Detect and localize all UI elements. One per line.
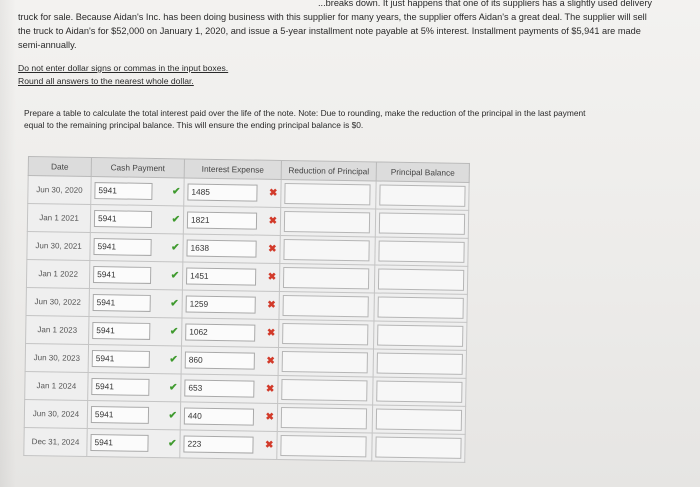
cross-icon: ✖: [265, 383, 275, 395]
principal-balance-input[interactable]: [378, 241, 464, 263]
row-date: [26, 315, 89, 344]
cross-icon: ✖: [267, 271, 277, 283]
check-icon: ✔: [168, 410, 178, 422]
date-label: Jun 30, 2023: [33, 353, 81, 363]
cross-icon: ✖: [265, 439, 274, 451]
cash-payment-input[interactable]: [90, 434, 148, 452]
check-icon: ✔: [171, 186, 181, 198]
balance-cell: [373, 377, 466, 406]
cash-payment-input[interactable]: [93, 294, 151, 312]
balance-cell: [376, 181, 469, 210]
interest-expense-input[interactable]: [186, 267, 256, 285]
cash-payment-cell: [89, 316, 182, 345]
intro-line-3: semi-annually.: [18, 40, 77, 50]
cash-payment-input[interactable]: [92, 322, 150, 340]
cross-icon: ✖: [266, 355, 275, 367]
interest-expense-input[interactable]: [186, 240, 256, 258]
row-date: [28, 176, 91, 205]
instruction-line-1: Prepare a table to calculate the total interest paid over the life of the note. Note: Due to rounding, make the reduction of the principal in the last payment: [24, 108, 586, 118]
interest-expense-input[interactable]: [187, 212, 257, 230]
reduction-of-principal-input[interactable]: [284, 211, 370, 233]
intro-fragment: ...breaks down. It just happens that one of its suppliers has a slightly used delivery: [318, 0, 652, 8]
interest-expense-cell: [184, 178, 281, 208]
row-date: [26, 287, 89, 316]
principal-balance-input[interactable]: [379, 213, 465, 235]
row-date: [24, 427, 87, 456]
reduction-cell: [278, 347, 373, 376]
note-no-dollar-signs: Do not enter dollar signs or commas in the input boxes.: [18, 63, 229, 73]
date-label: Jan 1 2022: [38, 269, 79, 279]
balance-cell: [374, 265, 467, 294]
date-label: Jan 1 2023: [37, 325, 78, 335]
header-cash-payment: Cash Payment: [91, 157, 184, 177]
reduction-cell: [279, 263, 374, 292]
reduction-cell: [277, 403, 372, 432]
reduction-cell: [278, 375, 373, 404]
check-icon: ✔: [171, 242, 180, 254]
row-date: [24, 399, 87, 428]
header-reduction-of-principal: Reduction of Principal: [281, 160, 376, 180]
cash-payment-input[interactable]: [91, 378, 149, 396]
cash-payment-input[interactable]: [93, 238, 151, 256]
cash-payment-cell: [89, 260, 182, 289]
reduction-of-principal-input[interactable]: [280, 435, 366, 457]
principal-balance-input[interactable]: [376, 381, 462, 403]
principal-balance-input[interactable]: [379, 185, 465, 207]
reduction-cell: [280, 207, 375, 236]
interest-expense-cell: [182, 318, 279, 348]
cash-payment-cell: [90, 232, 183, 261]
row-date: [25, 343, 88, 372]
interest-expense-cell: [182, 262, 279, 292]
reduction-cell: [279, 291, 374, 320]
intro-line-2: the truck to Aidan's for $52,000 on January 1, 2020, and issue a 5-year installment note payable at 5% interest. Installment payments of $5,941 are made: [18, 26, 641, 36]
cross-icon: ✖: [268, 215, 278, 227]
cash-payment-cell: [90, 204, 183, 233]
interest-expense-cell: [181, 374, 278, 404]
check-icon: ✔: [169, 354, 178, 366]
check-icon: ✔: [168, 438, 177, 450]
row-date: [25, 371, 88, 400]
check-icon: ✔: [170, 298, 179, 310]
page-shadow: [0, 0, 16, 487]
interest-expense-cell: [180, 430, 277, 460]
interest-expense-cell: [181, 346, 278, 376]
date-label: Jan 1 2024: [36, 381, 77, 391]
cash-payment-cell: [87, 400, 180, 429]
principal-balance-input[interactable]: [377, 325, 463, 347]
check-icon: ✔: [169, 326, 179, 338]
table-body: [24, 176, 469, 463]
cash-payment-input[interactable]: [93, 266, 151, 284]
note-rounding: Round all answers to the nearest whole dollar.: [18, 76, 194, 86]
principal-balance-input[interactable]: [375, 436, 461, 458]
amortization-table: [23, 156, 470, 463]
reduction-of-principal-input[interactable]: [284, 183, 370, 205]
principal-balance-input[interactable]: [378, 269, 464, 291]
row-date: [27, 204, 90, 233]
interest-expense-input[interactable]: [186, 295, 256, 313]
balance-cell: [372, 433, 465, 462]
reduction-cell: [281, 179, 376, 208]
interest-expense-input[interactable]: [187, 184, 257, 202]
interest-expense-input[interactable]: [184, 379, 254, 397]
header-interest-expense: Interest Expense: [184, 159, 281, 180]
interest-expense-cell: [180, 402, 277, 432]
cash-payment-cell: [87, 428, 180, 457]
check-icon: ✔: [170, 270, 180, 282]
reduction-of-principal-input[interactable]: [282, 323, 368, 345]
balance-cell: [374, 293, 467, 322]
interest-expense-cell: [183, 206, 280, 236]
cash-payment-input[interactable]: [91, 406, 149, 424]
cross-icon: ✖: [267, 299, 276, 311]
reduction-of-principal-input[interactable]: [281, 379, 367, 401]
check-icon: ✔: [168, 382, 178, 394]
date-label: Dec 31, 2024: [31, 437, 80, 447]
reduction-of-principal-input[interactable]: [283, 295, 369, 317]
interest-expense-input[interactable]: [184, 407, 254, 425]
cross-icon: ✖: [268, 243, 277, 255]
reduction-of-principal-input[interactable]: [283, 239, 369, 261]
interest-expense-cell: [183, 234, 280, 264]
cash-payment-input[interactable]: [92, 350, 150, 368]
balance-cell: [375, 237, 468, 266]
table-instructions: [24, 107, 585, 131]
cash-payment-cell: [91, 176, 184, 205]
principal-balance-input[interactable]: [378, 297, 464, 319]
principal-balance-input[interactable]: [377, 353, 463, 375]
header-principal-balance: Principal Balance: [376, 162, 469, 182]
reduction-of-principal-input[interactable]: [282, 351, 368, 373]
cross-icon: ✖: [268, 187, 278, 199]
date-label: Jun 30, 2022: [34, 297, 81, 307]
cross-icon: ✖: [265, 411, 275, 423]
cash-payment-input[interactable]: [94, 210, 152, 228]
date-label: Jun 30, 2020: [36, 185, 83, 195]
principal-balance-input[interactable]: [376, 408, 462, 430]
balance-cell: [373, 349, 466, 378]
problem-intro: [18, 0, 690, 52]
cash-payment-cell: [88, 344, 181, 373]
balance-cell: [375, 209, 468, 238]
balance-cell: [372, 405, 465, 434]
row-date: [26, 259, 89, 288]
reduction-of-principal-input[interactable]: [281, 407, 367, 429]
cash-payment-cell: [88, 372, 181, 401]
interest-expense-input[interactable]: [183, 435, 253, 453]
interest-expense-input[interactable]: [185, 351, 255, 369]
date-label: Jun 30, 2024: [32, 409, 80, 419]
input-instructions: [18, 62, 228, 88]
cash-payment-cell: [89, 288, 182, 317]
cash-payment-input[interactable]: [94, 182, 152, 200]
reduction-of-principal-input[interactable]: [283, 267, 369, 289]
header-date: Date: [28, 157, 91, 177]
interest-expense-input[interactable]: [185, 323, 255, 341]
date-label: Jan 1 2021: [39, 213, 79, 223]
intro-line-1: truck for sale. Because Aidan's Inc. has been doing business with this supplier for many years, the supplier offers Aidan's a great deal. The supplier will sell: [18, 12, 647, 22]
reduction-cell: [280, 235, 375, 264]
table-row: [24, 427, 465, 462]
check-icon: ✔: [171, 214, 181, 226]
reduction-cell: [277, 431, 372, 460]
interest-expense-cell: [182, 290, 279, 320]
row-date: [27, 231, 90, 260]
cross-icon: ✖: [266, 327, 276, 339]
balance-cell: [374, 321, 467, 350]
instruction-line-2: equal to the remaining principal balance. This will ensure the ending principal balance is $0.: [24, 120, 364, 130]
reduction-cell: [279, 319, 374, 348]
date-label: Jun 30, 2021: [35, 241, 82, 251]
